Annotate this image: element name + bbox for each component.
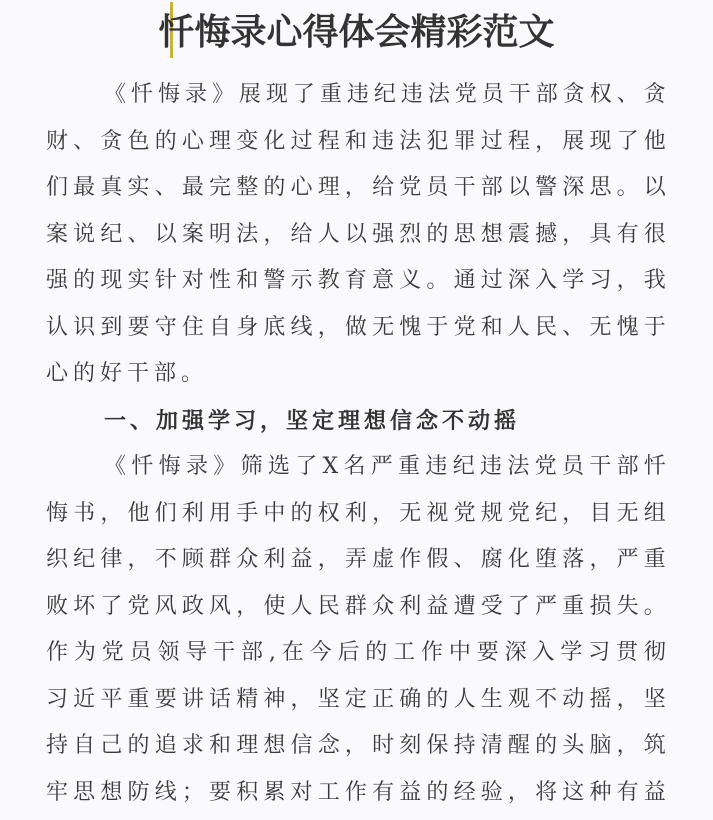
text-line: 强 的 现 实 针 对 性 和 警 示 教 育 意 义 。 通 过 深 入 学 习 ， 我 <box>46 268 666 293</box>
text-line: 持 自 己 的 追 求 和 理 想 信 念 ， 时 刻 保 持 清 醒 的 头 脑 ， 筑 <box>46 733 666 758</box>
text-line: 《 忏 悔 录 》 筛 选 了 X 名 严 重 违 纪 违 法 党 员 干 部 忏 <box>104 454 666 479</box>
document-title: 忏悔录心得体会精彩范文 <box>158 11 555 53</box>
text-line: 牢 思 想 防 线 ； 要 积 累 对 工 作 有 益 的 经 验 ， 将 这 种 有 益 <box>46 779 666 805</box>
text-line: 悔 书 ， 他 们 利 用 手 中 的 权 利 ， 无 视 党 规 党 纪 ， 目 无 组 <box>46 500 666 526</box>
text-line: 认 识 到 要 守 住 自 身 底 线 ， 做 无 愧 于 党 和 人 民 、 无 愧 于 <box>46 314 666 340</box>
text-line: 财 、 贪 色 的 心 理 变 化 过 程 和 违 法 犯 罪 过 程 ， 展 现 了 他 <box>46 128 666 154</box>
text-line: 习 近 平 重 要 讲 话 精 神 ， 坚 定 正 确 的 人 生 观 不 动 摇 ， 坚 <box>46 686 666 712</box>
text-line: 《 忏 悔 录 》 展 现 了 重 违 纪 违 法 党 员 干 部 贪 权 、 贪 <box>104 82 666 107</box>
document-body <box>46 72 666 816</box>
text-line: 败 坏 了 党 风 政 风 ， 使 人 民 群 众 利 益 遭 受 了 严 重 损 失 。 <box>46 593 666 619</box>
text-line: 案 说 纪 、 以 案 明 法 ， 给 人 以 强 烈 的 思 想 震 撼 ， 具 有 很 <box>46 221 666 247</box>
text-line: 作 为 党 员 领 导 干 部 , 在 今 后 的 工 作 中 要 深 入 学 习 贯 彻 <box>46 640 666 665</box>
text-line: 织 纪 律 ， 不 顾 群 众 利 益 ， 弄 虚 作 假 、 腐 化 堕 落 ， 严 重 <box>46 547 666 572</box>
text-line: 心的好干部。 <box>46 361 209 386</box>
section-heading: 一、加强学习，坚定理想信念不动摇 <box>104 407 521 434</box>
text-line: 们 最 真 实 、 最 完 整 的 心 理 ， 给 党 员 干 部 以 警 深 思 。 以 <box>46 175 666 200</box>
